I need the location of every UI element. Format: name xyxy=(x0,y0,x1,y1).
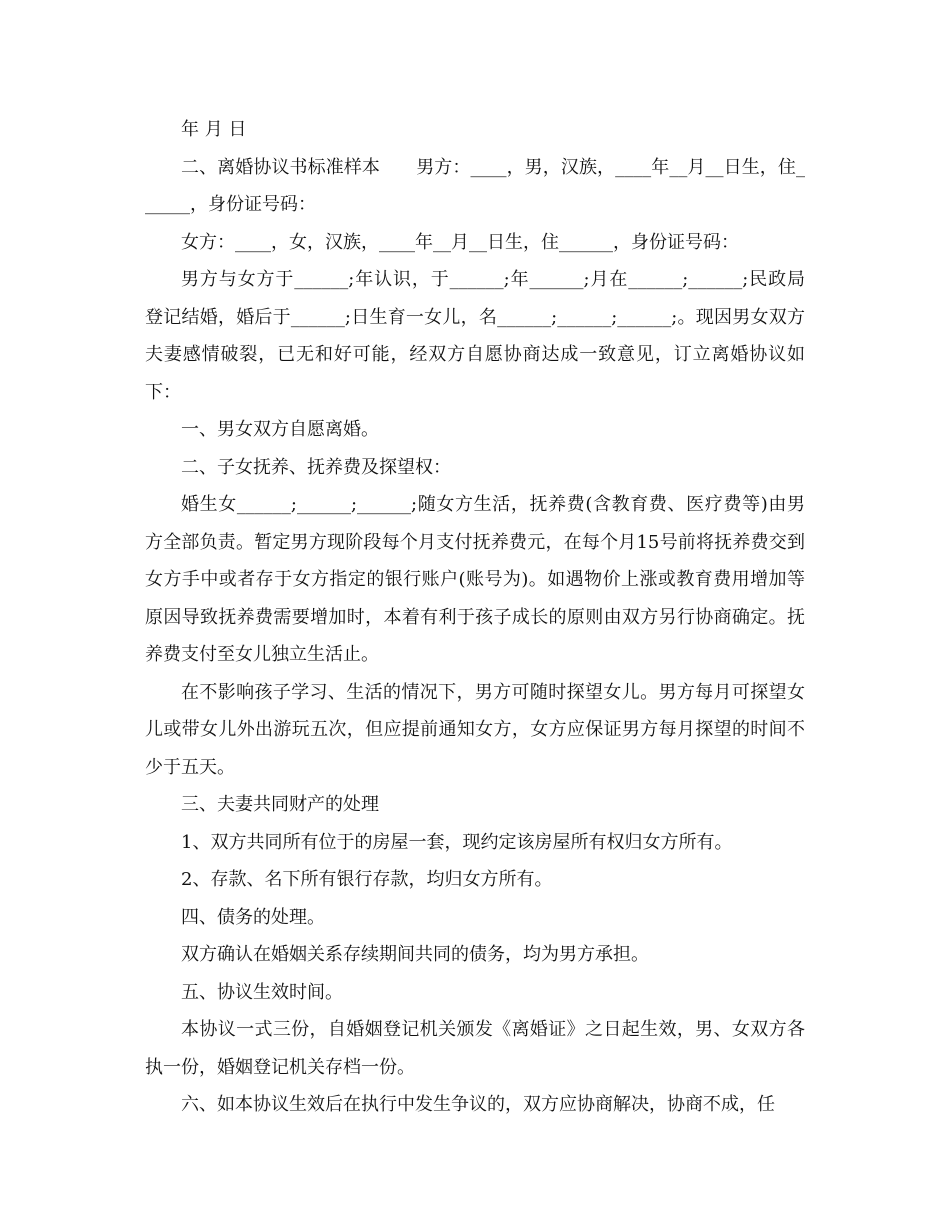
paragraph-sample-heading: 二、离婚协议书标准样本 男方：____，男，汉族，____年__月__日生，住______，身份证号码： xyxy=(145,156,805,215)
paragraph-property-house: 1、双方共同所有位于的房屋一套，现约定该房屋所有权归女方所有。 xyxy=(181,831,733,853)
paragraph-debts: 双方确认在婚姻关系存续期间共同的债务，均为男方承担。 xyxy=(181,944,649,965)
paragraph-clause-5-heading: 五、协议生效时间。 xyxy=(181,981,343,1003)
paragraph-effective-time: 本协议一式三份，自婚姻登记机关颁发《离婚证》之日起生效，男、女双方各执一份，婚姻登记机关存档一份。 xyxy=(145,1019,805,1078)
paragraph-marriage-background: 男方与女方于______;年认识，于______;年______;月在______;______;民政局登记结婚，婚后于______;日生育一女儿，名______;______;______;。现因男女双方夫妻感情破裂，已无和好可能，经双方自愿协商达成一致意见，订立离婚协议如下： xyxy=(145,269,805,403)
paragraph-clause-1: 一、男女双方自愿离婚。 xyxy=(181,419,379,440)
paragraph-date-line: 年 月 日 xyxy=(181,119,247,140)
document-body xyxy=(145,111,805,1124)
paragraph-visitation: 在不影响孩子学习、生活的情况下，男方可随时探望女儿。男方每月可探望女儿或带女儿外出游玩五次，但应提前通知女方，女方应保证男方每月探望的时间不少于五天。 xyxy=(145,681,805,778)
paragraph-clause-6: 六、如本协议生效后在执行中发生争议的，双方应协商解决，协商不成，任 xyxy=(181,1094,775,1115)
paragraph-property-deposits: 2、存款、名下所有银行存款，均归女方所有。 xyxy=(181,869,553,890)
paragraph-clause-3-heading: 三、夫妻共同财产的处理 xyxy=(181,794,379,815)
paragraph-female-party: 女方：____，女，汉族，____年__月__日生，住______，身份证号码： xyxy=(181,231,739,253)
paragraph-child-support: 婚生女______;______;______;随女方生活，抚养费(含教育费、医疗费等)由男方全部负责。暂定男方现阶段每个月支付抚养费元，在每个月15号前将抚养费交到女方手中或者存于女方指定的银行账户(账号为)。如遇物价上涨或教育费用增加等原因导致抚养费需要增加时，本着有利于孩子成长的原则由双方另行协商确定。抚养费支付至女儿独立生活止。 xyxy=(145,494,805,665)
paragraph-clause-4-heading: 四、债务的处理。 xyxy=(181,906,325,928)
paragraph-clause-2-heading: 二、子女抚养、抚养费及探望权： xyxy=(181,456,451,478)
